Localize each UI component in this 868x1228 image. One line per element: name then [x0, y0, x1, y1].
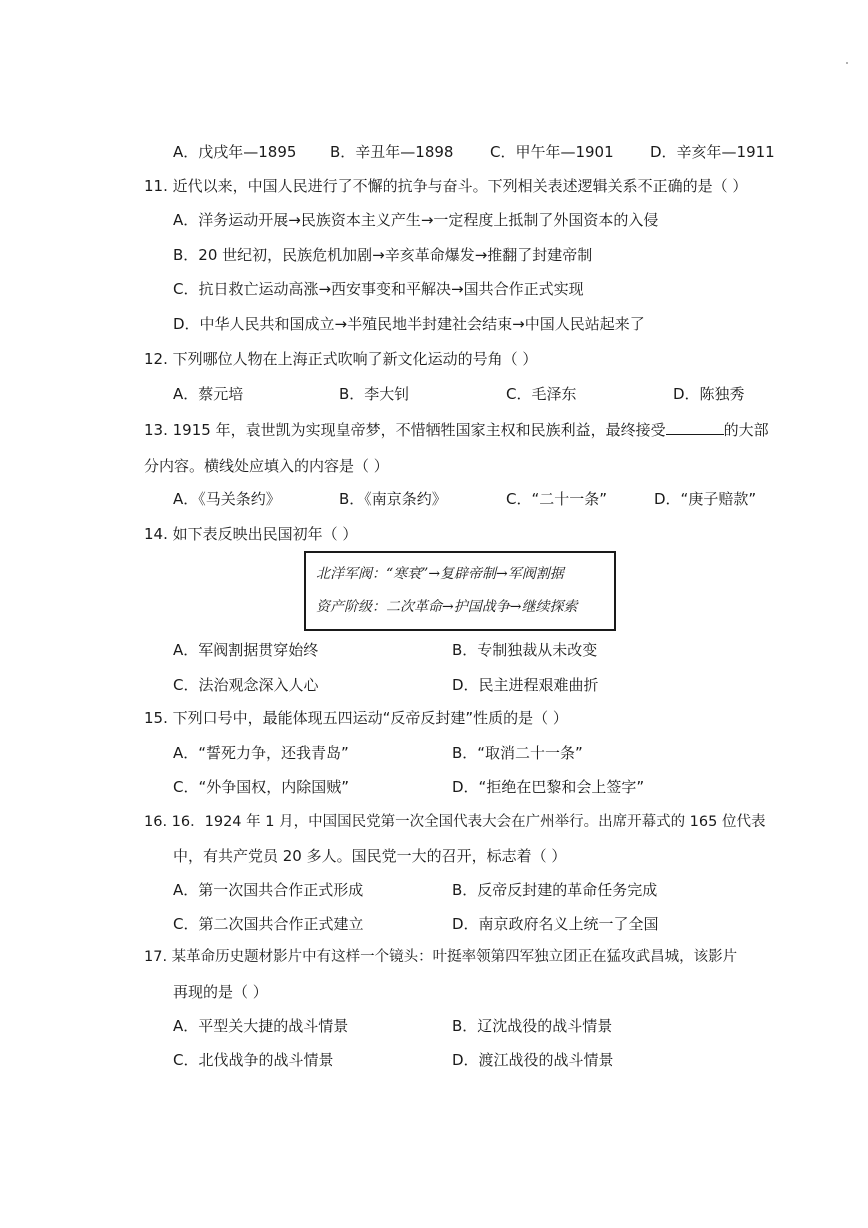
q14-stem: 14. 如下表反映出民国初年（ ）: [144, 525, 358, 543]
q10-option-b: B．辛丑年—1898: [330, 143, 454, 161]
q13-option-a: A．《马关条约》: [173, 490, 281, 508]
q11-option-d: D．中华人民共和国成立→半殖民地半封建社会结束→中国人民站起来了: [173, 315, 645, 333]
q15-option-b: B．“取消二十一条”: [452, 744, 583, 762]
q13-stem-before: 13. 1915 年，袁世凯为实现皇帝梦，不惜牺牲国家主权和民族利益，最终接受: [144, 421, 666, 439]
q16-stem-line1: 16. 16．1924 年 1 月，中国国民党第一次全国代表大会在广州举行。出席开幕式的 165 位代表: [144, 814, 766, 830]
q10-option-d: D．辛亥年—1911: [650, 143, 775, 161]
q14-option-b: B．专制独裁从未改变: [452, 641, 598, 659]
q17-option-d: D．渡江战役的战斗情景: [452, 1051, 614, 1069]
q12-option-b: B．李大钊: [339, 385, 410, 403]
q13-stem: [144, 420, 769, 440]
q13-option-c: C．“二十一条”: [506, 490, 608, 508]
q17-option-b: B．辽沈战役的战斗情景: [452, 1017, 613, 1035]
q15-option-c: C．“外争国权，内除国贼”: [173, 778, 350, 796]
q17-option-a: A．平型关大捷的战斗情景: [173, 1017, 349, 1035]
q10-option-c: C．甲午年—1901: [490, 143, 614, 161]
q17-stem-line1: 17. 某革命历史题材影片中有这样一个镜头：叶挺率领第四军独立团正在猛攻武昌城，该影片: [144, 949, 738, 965]
q11-option-b: B．20 世纪初，民族危机加剧→辛亥革命爆发→推翻了封建帝制: [173, 246, 593, 264]
q15-stem: 15. 下列口号中，最能体现五四运动“反帝反封建”性质的是（ ）: [144, 709, 568, 727]
q14-table-row-2: 资产阶级：二次革命→护国战争→继续探索: [316, 599, 578, 615]
q12-option-d: D．陈独秀: [673, 385, 745, 403]
q14-option-d: D．民主进程艰难曲折: [452, 676, 599, 694]
q15-option-d: D．“拒绝在巴黎和会上签字”: [452, 778, 645, 796]
q11-option-c: C．抗日救亡运动高涨→西安事变和平解决→国共合作正式实现: [173, 280, 584, 298]
q13-option-b: B．《南京条约》: [339, 490, 447, 508]
q11-stem: 11. 近代以来，中国人民进行了不懈的抗争与奋斗。下列相关表述逻辑关系不正确的是（ ）: [144, 177, 748, 195]
q13-stem-after: 的大部: [723, 421, 769, 439]
q16-option-d: D．南京政府名义上统一了全国: [452, 915, 659, 933]
q14-table-box: [304, 551, 616, 631]
q14-table-row-1: 北洋军阀：“寒衰”→复辟帝制→军阀割据: [316, 566, 564, 582]
q13-stem-line2: 分内容。横线处应填入的内容是（ ）: [144, 457, 389, 475]
q12-stem: 12. 下列哪位人物在上海正式吹响了新文化运动的号角（ ）: [144, 350, 538, 368]
q13-blank: [666, 420, 724, 435]
q14-option-c: C．法治观念深入人心: [173, 676, 319, 694]
q16-option-a: A．第一次国共合作正式形成: [173, 881, 364, 899]
q11-option-a: A．洋务运动开展→民族资本主义产生→一定程度上抵制了外国资本的入侵: [173, 211, 659, 229]
q12-option-c: C．毛泽东: [506, 385, 577, 403]
q15-option-a: A．“誓死力争，还我青岛”: [173, 744, 349, 762]
q17-option-c: C．北伐战争的战斗情景: [173, 1051, 334, 1069]
q14-option-a: A．军阀割据贯穿始终: [173, 641, 319, 659]
q16-option-c: C．第二次国共合作正式建立: [173, 915, 364, 933]
q16-option-b: B．反帝反封建的革命任务完成: [452, 881, 658, 899]
scan-speck: [846, 62, 848, 64]
q16-stem-line2: 中，有共产党员 20 多人。国民党一大的召开，标志着（ ）: [173, 847, 567, 865]
q12-option-a: A．蔡元培: [173, 385, 244, 403]
q13-option-d: D．“庚子赔款”: [654, 490, 757, 508]
q10-option-a: A．戊戌年—1895: [173, 143, 297, 161]
q17-stem-line2: 再现的是（ ）: [173, 983, 268, 1001]
